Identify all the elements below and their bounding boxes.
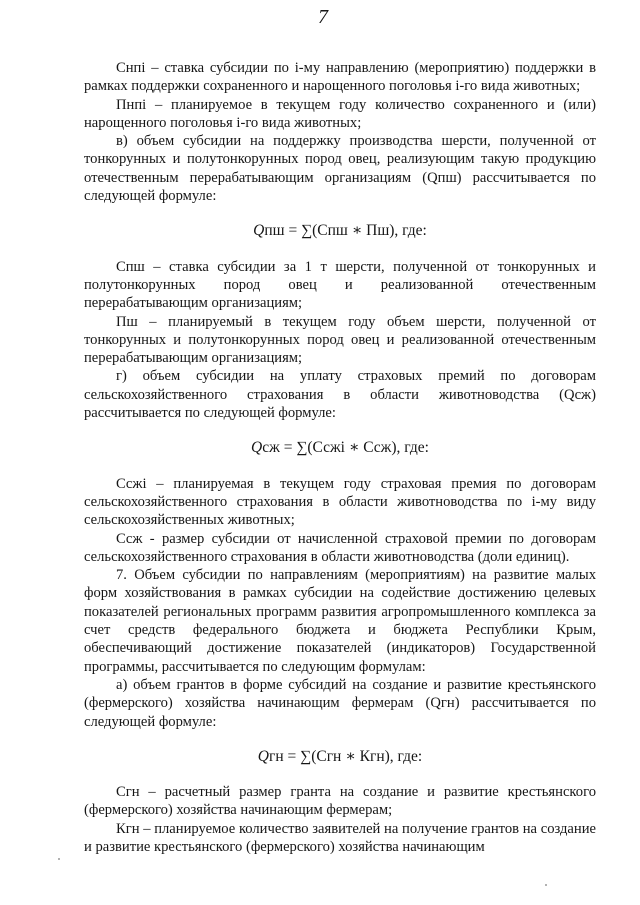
formula-lhs: Q <box>253 222 265 240</box>
formula-lhs-sub: гн <box>269 747 284 765</box>
paragraph: Ссж - размер субсидии от начисленной страховой премии по договорам сельскохозяйственного страхования в области животноводства (доли единиц). <box>84 530 596 565</box>
paragraph: Ссжi – планируемая в текущем году страховая премия по договорам сельскохозяйственного страхования в области животноводства по i-му виду сельскохозяйственных животных; <box>84 475 596 529</box>
paragraph: Пнпi – планируемое в текущем году количество сохраненного и (или) нарощенного поголовья i-го вида животных; <box>84 96 596 131</box>
paragraph: г) объем субсидии на уплату страховых премий по договорам сельскохозяйственного страхования в области животноводства (Qсж) рассчитывается по следующей формуле: <box>84 368 596 422</box>
scan-speck <box>58 858 60 860</box>
paragraph: а) объем грантов в форме субсидий на создание и развитие крестьянского (фермерского) хозяйства начинающим фермерам (Qгн) рассчитывается по следующей формуле: <box>84 676 596 730</box>
paragraph: 7. Объем субсидии по направлениям (мероприятиям) на развитие малых форм хозяйствования в рамках субсидии на содействие достижению целевых показателей региональных программ развития агропромышленного комплекса за счет средств федерального бюджета и бюджета Республики Крым, обеспечивающий достижение показателей (индикаторов) Государственной программы, рассчитывается по следующим формулам: <box>84 567 596 675</box>
formula-lhs: Q <box>257 747 269 765</box>
paragraph: Снпi – ставка субсидии по i-му направлению (мероприятию) поддержки в рамках поддержки сохраненного и нарощенного поголовья i-го вида животных; <box>84 60 596 95</box>
paragraph: Сгн – расчетный размер гранта на создание и развитие крестьянского (фермерского) хозяйства начинающим фермерам; <box>84 784 596 819</box>
formula-lhs-sub: сж <box>262 439 280 457</box>
document-body <box>84 59 596 856</box>
paragraph: Пш – планируемый в текущем году объем шерсти, полученной от тонкорунных и полутонкорунных пород овец и реализованной отечественным перерабатывающим организациям; <box>84 313 596 367</box>
formula-lhs: Q <box>251 439 263 457</box>
formula <box>84 748 596 766</box>
paragraph: Кгн – планируемое количество заявителей на получение грантов на создание и развитие крестьянского (фермерского) хозяйства начинающим <box>84 820 596 855</box>
formula <box>84 222 596 240</box>
paragraph: Спш – ставка субсидии за 1 т шерсти, полученной от тонкорунных и полутонкорунных пород овец и реализованной отечественным перерабатывающим организациям; <box>84 258 596 312</box>
scan-speck <box>545 884 547 886</box>
formula-rhs: = ∑(Сгн ∗ Кгн), где: <box>283 747 423 765</box>
formula-lhs-sub: пш <box>264 222 285 240</box>
page-number: 7 <box>318 6 328 28</box>
formula-rhs: = ∑(Ссжi ∗ Ссж), где: <box>279 439 429 457</box>
formula <box>84 439 596 457</box>
formula-rhs: = ∑(Спш ∗ Пш), где: <box>284 222 427 240</box>
paragraph: в) объем субсидии на поддержку производства шерсти, полученной от тонкорунных и полутонкорунных пород овец, реализующим такую продукцию отечественным перерабатывающим организациям (Qпш) рассчитывается по следующей формуле: <box>84 133 596 205</box>
